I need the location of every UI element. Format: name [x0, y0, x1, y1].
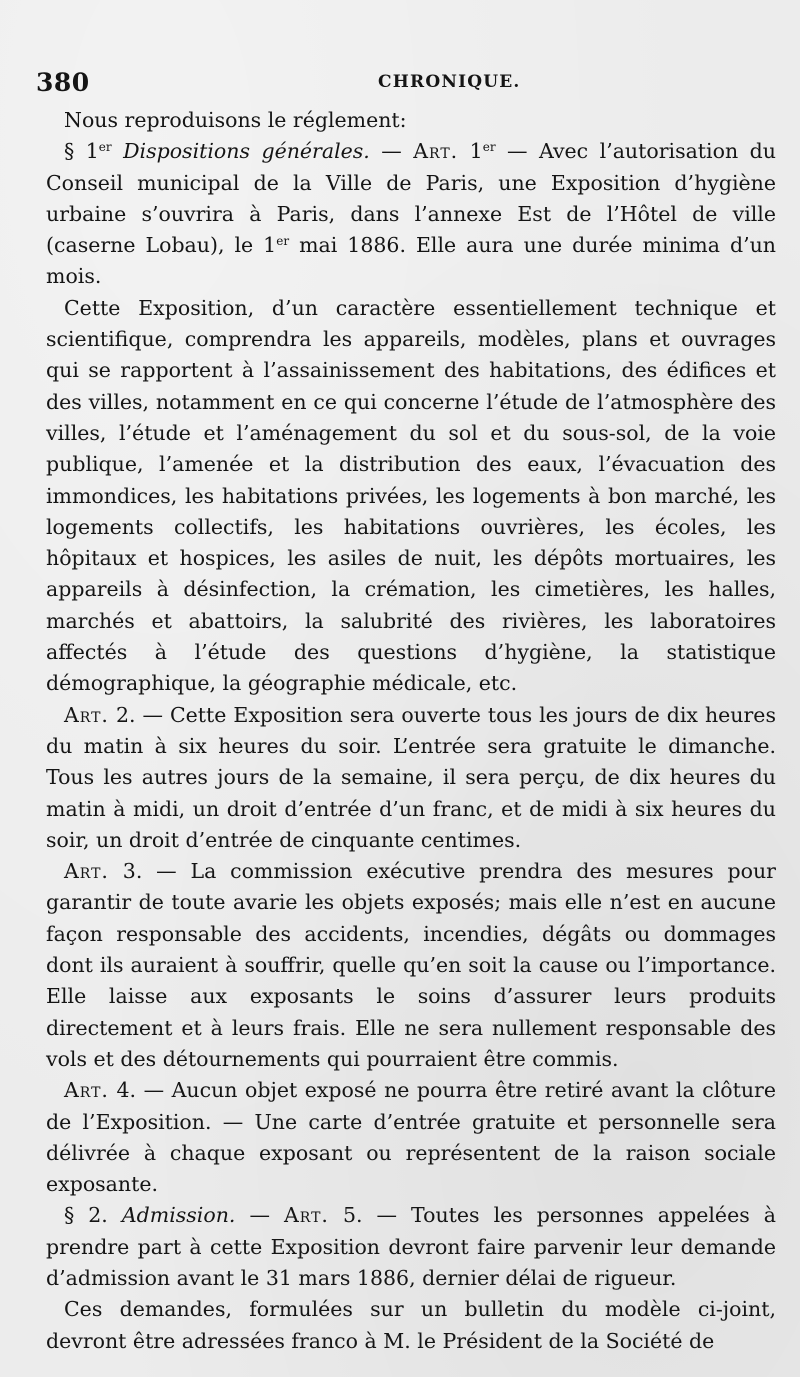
paragraph-article-3	[46, 856, 776, 1075]
paragraph-text: Nous reproduisons le réglement:	[64, 108, 407, 132]
page-header	[36, 68, 776, 100]
article-label: Art.	[64, 1078, 109, 1103]
paragraph-text: — Toutes les personnes appelées à prendre part à cette Exposition devront faire parvenir leur demande d’admission avant le 31 mars 1886, dernier délai de rigueur.	[46, 1203, 776, 1290]
paragraph-text: Cette Exposition, d’un caractère essentiellement technique et scientifique, comprendra les appareils, modèles, plans et ouvrages qui se rapportent à l’assainissement des habitations, des édifices et des villes, notamment en ce qui concerne l’étude de l’atmosphère des villes, l’étude et l’aménagement du sol et du sous-sol, de la voie publique, l’amenée et la distribution des eaux, l’évacuation des immondices, les habitations privées, les logements à bon marché, les logements collectifs, les habitations ouvrières, les écoles, les hôpitaux et hospices, les asiles de nuit, les dépôts mortuaires, les appareils à désinfection, la crémation, les cimetières, les halles, marchés et abattoirs, la salubrité des rivières, les laboratoires affectés à l’étude des questions d’hygiène, la statistique démographique, la géographie médicale, etc.	[46, 295, 776, 696]
article-label: Art.	[64, 702, 109, 727]
article-number: 2.	[115, 702, 136, 727]
paragraph-text: — Avec l’autorisation du Conseil municipal de la Ville de Paris, une Exposition d’hygiène urbaine s’ouvrira à Paris, dans l’annexe Est de l’Hôtel de ville (caserne Lobau), le 1	[46, 139, 776, 258]
article-number: 5.	[342, 1203, 363, 1228]
paragraph-text: — Aucun objet exposé ne pourra être retiré avant la clôture de l’Exposition. — Une carte d’entrée gratuite et personnelle sera délivrée à chaque exposant ou représentent de la raison sociale exposante.	[46, 1078, 776, 1197]
article-label: Art.	[64, 859, 109, 884]
paragraph-demandes	[46, 1294, 776, 1357]
article-number: 1	[469, 139, 483, 164]
section-marker: § 2.	[64, 1203, 108, 1228]
paragraph-article-5: § 2. Admission. — Art. 5. — Toutes les personnes appelées à prendre part à cette Exposition devront faire parvenir leur demande d’admission avant le 31 mars 1886, dernier délai de rigueur.	[46, 1203, 776, 1290]
date-sup: er	[276, 234, 290, 249]
page-number: 380	[36, 68, 90, 97]
paragraph-text: Ces demandes, formulées sur un bulletin du modèle ci-joint, devront être adressées franco à M. le Président de la Société de	[46, 1297, 776, 1353]
article-label: Art.	[283, 1203, 329, 1228]
paragraph-text: — Cette Exposition sera ouverte tous les jours de dix heures du matin à six heures du soir. L’entrée sera gratuite le dimanche. Tous les autres jours de la semaine, il sera perçu, de dix heures du matin à midi, un droit d’entrée d’un franc, et de midi à six heures du soir, un droit d’entrée de cinquante centimes.	[46, 702, 776, 852]
article-number: 3.	[122, 859, 143, 884]
article-number: 4.	[116, 1078, 137, 1103]
section-marker: § 1	[64, 139, 99, 164]
paragraph-article-2	[46, 700, 776, 856]
section-title: Admission.	[121, 1203, 236, 1228]
article-number-sup: er	[482, 140, 496, 155]
section-title: Dispositions générales.	[123, 139, 370, 164]
paragraph-article-4	[46, 1075, 776, 1200]
paragraph-scope	[46, 293, 776, 700]
body-text	[46, 105, 776, 1357]
paragraph-text-end: mai 1886. Elle aura une durée minima d’un mois.	[46, 233, 776, 289]
paragraph-intro	[46, 105, 776, 136]
running-head: CHRONIQUE.	[378, 72, 521, 92]
paragraph-text: — La commission exécutive prendra des mesures pour garantir de toute avarie les objets exposés; mais elle n’est en aucune façon responsable des accidents, incendies, dégâts ou dommages dont ils auraient à souffrir, quelle qu’en soit la cause ou l’importance. Elle laisse aux exposants le soins d’assurer leurs produits directement et à leurs frais. Elle ne sera nullement responsable des vols et des détournements qui pourraient être commis.	[46, 859, 776, 1071]
section-marker-sup: er	[98, 140, 112, 155]
paragraph-article-1: § 1er Dispositions générales. — Art. 1er — Avec l’autorisation du Conseil municipal de la Ville de Paris, une Exposition d’hygiène urbaine s’ouvrira à Paris, dans l’annexe Est de l’Hôtel de ville (caserne Lobau), le 1er mai 1886. Elle aura une durée minima d’un mois.	[46, 139, 776, 289]
article-label: Art.	[413, 139, 459, 164]
